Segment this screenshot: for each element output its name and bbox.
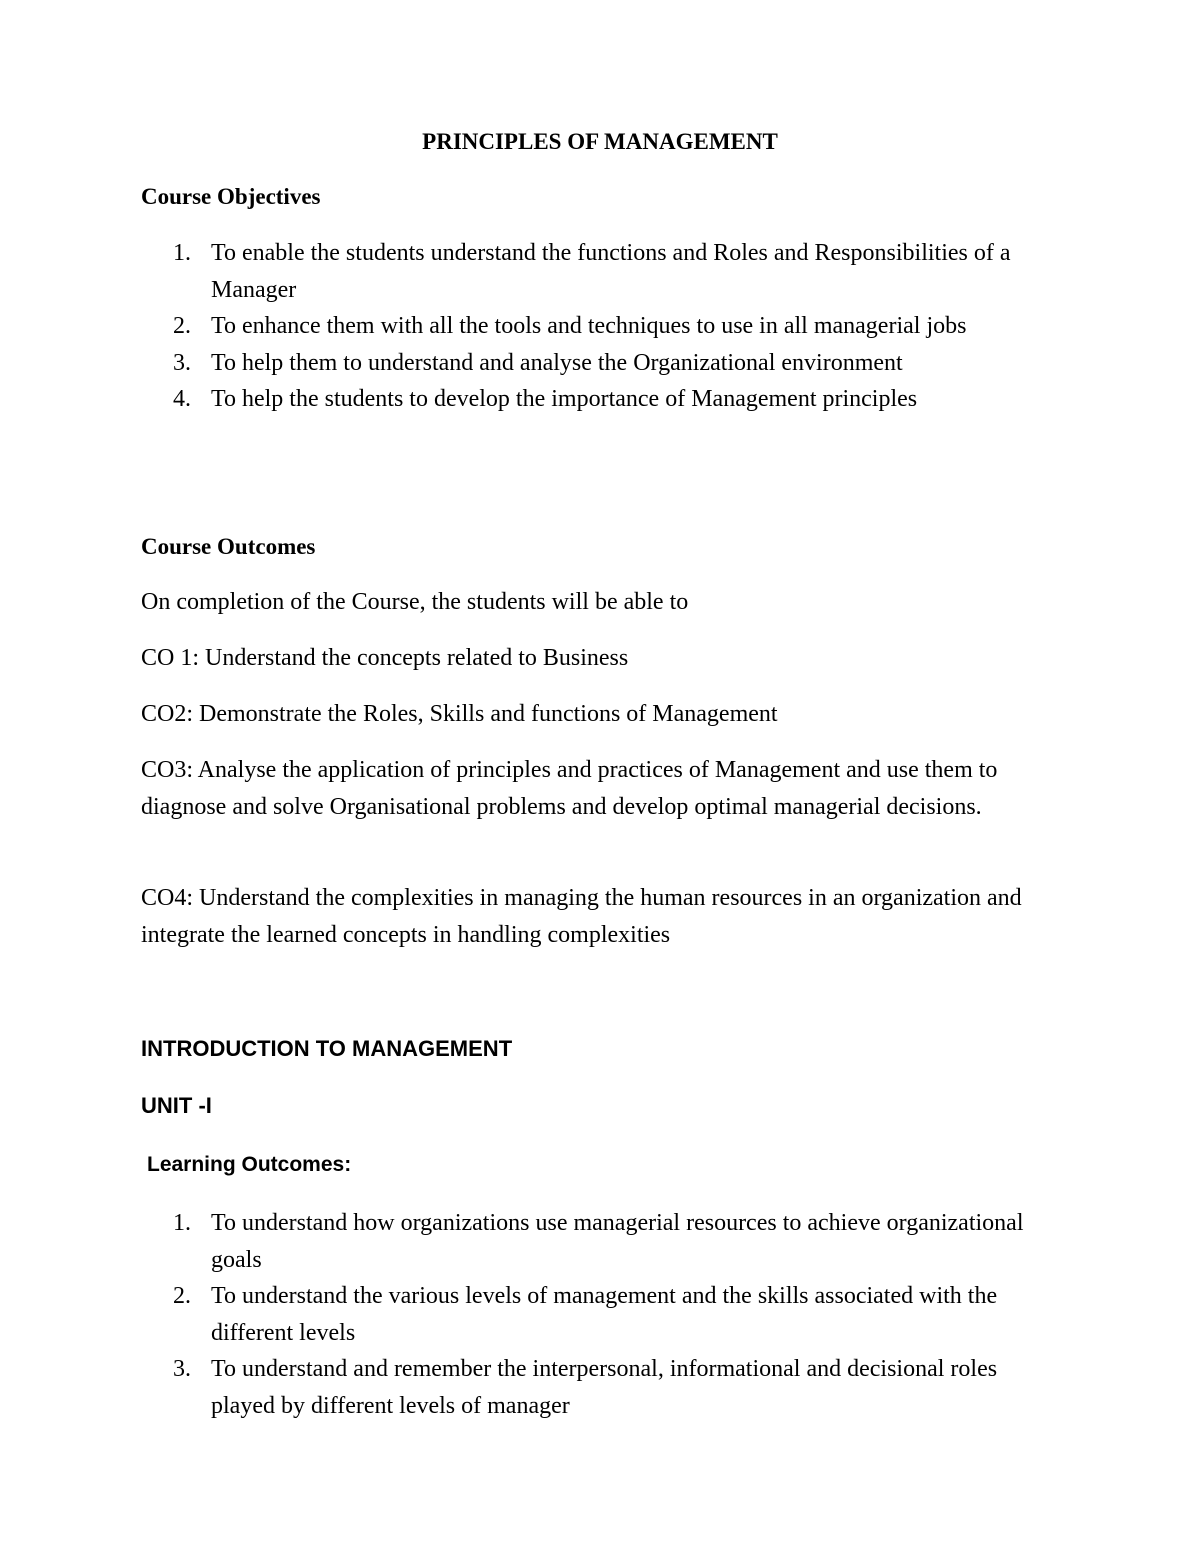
list-item <box>141 345 1061 382</box>
list-item-number: 1. <box>173 240 191 266</box>
outcome-co2: CO2: Demonstrate the Roles, Skills and functions of Management <box>141 701 778 727</box>
list-item-text: To enhance them with all the tools and techniques to use in all managerial jobs <box>211 313 967 339</box>
list-item-number: 4. <box>173 386 191 412</box>
objectives-heading: Course Objectives <box>141 184 321 209</box>
learning-outcomes-heading: Learning Outcomes: <box>147 1153 352 1176</box>
document-title: PRINCIPLES OF MANAGEMENT <box>422 129 778 154</box>
list-item <box>141 1351 1061 1424</box>
outcome-co4: CO4: Understand the complexities in managing the human resources in an organization and integrate the learned concepts in handling complexities <box>141 885 1022 948</box>
list-item-number: 2. <box>173 1283 191 1309</box>
outcomes-heading: Course Outcomes <box>141 534 316 559</box>
objectives-list <box>141 235 1061 418</box>
list-item-text: To understand and remember the interpersonal, informational and decisional roles played by different levels of manager <box>211 1356 998 1419</box>
list-item-text: To enable the students understand the functions and Roles and Responsibilities of a Manager <box>211 240 1011 303</box>
list-item-text: To understand the various levels of management and the skills associated with the different levels <box>211 1283 998 1346</box>
unit-heading: UNIT -I <box>141 1093 212 1118</box>
list-item-text: To help them to understand and analyse the Organizational environment <box>211 349 903 376</box>
list-item <box>141 381 1061 418</box>
list-item-number: 1. <box>173 1210 191 1236</box>
learning-outcomes-list <box>141 1205 1061 1424</box>
list-item <box>141 1278 1061 1351</box>
outcome-co1: CO 1: Understand the concepts related to Business <box>141 645 629 671</box>
list-item-number: 3. <box>173 349 191 376</box>
list-item-text: To help the students to develop the importance of Management principles <box>211 386 918 412</box>
section-heading: INTRODUCTION TO MANAGEMENT <box>141 1036 513 1061</box>
list-item-number: 2. <box>173 313 191 339</box>
list-item-number: 3. <box>173 1356 191 1382</box>
list-item <box>141 235 1061 308</box>
outcome-co3: CO3: Analyse the application of principles and practices of Management and use them to diagnose and solve Organisational problems and develop optimal managerial decisions. <box>141 757 998 820</box>
list-item <box>141 308 1061 345</box>
list-item-text: To understand how organizations use managerial resources to achieve organizational goals <box>211 1210 1024 1273</box>
outcomes-intro: On completion of the Course, the students will be able to <box>141 589 689 615</box>
list-item <box>141 1205 1061 1278</box>
